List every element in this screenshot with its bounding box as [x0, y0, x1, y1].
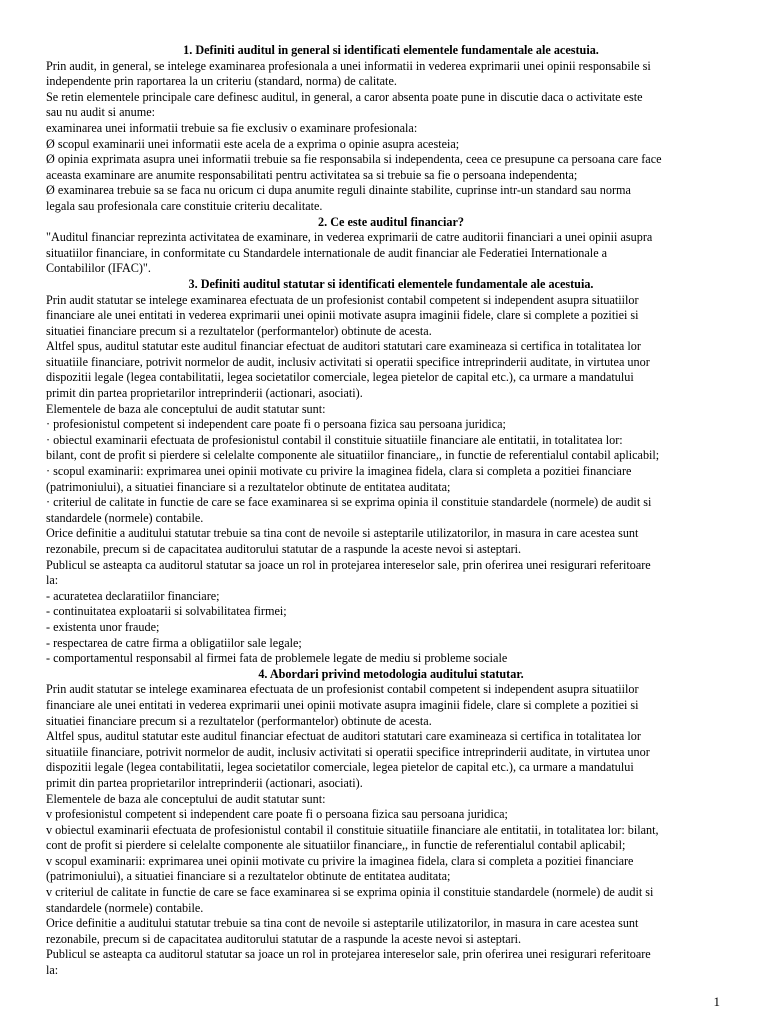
section-2-text — [46, 230, 736, 277]
text-line: Ø examinarea trebuie sa se faca nu oricum ci dupa anumite reguli dinainte stabilite, cuprinse intr-un standard sau norma — [46, 183, 631, 198]
text-line: · obiectul examinarii efectuata de profesionistul contabil il constituie situatiile financiare ale entitatii, in totalitatea lor: — [46, 432, 623, 447]
heading-1: 1. Definiti auditul in general si identificati elementele fundamentale ale acestuia. — [183, 43, 599, 57]
text-line: Prin audit statutar se intelege examinarea efectuata de un profesionist contabil competent si independent asupra situatiilor — [46, 682, 639, 697]
text-line: rezonabile, precum si de capacitatea auditorului statutar de a raspunde la aceste nevoi si asteptari. — [46, 542, 522, 556]
section-3-text — [46, 293, 736, 667]
text-line: Elementele de baza ale conceptului de audit statutar sunt: — [46, 791, 326, 806]
text-line: Ø scopul examinarii unei informatii este acela de a exprima o opinie asupra acesteia; — [46, 136, 460, 151]
section-1-text — [46, 59, 736, 215]
text-line: Publicul se asteapta ca auditorul statutar sa joace un rol in protejarea intereselor sale, prin oferirea unei resigurari referitoare — [46, 557, 651, 572]
text-line: dispozitii legale (legea contabilitatii, legea societatilor comerciale, legea pietelor de capital etc.), ca urmare a mandatului — [46, 370, 634, 385]
text-line: Ø opinia exprimata asupra unei informatii trebuie sa fie responsabila si independenta, ceea ce presupune ca persoana care face — [46, 152, 662, 167]
text-line: · profesionistul competent si independent care poate fi o persoana fizica sau persoana juridica; — [46, 417, 506, 432]
text-line: cont de profit si pierdere si celelalte componente ale situatiilor financiare,, in functie de referentialul contabil aplicabil; — [46, 838, 626, 853]
text-line: la: — [46, 573, 59, 588]
text-line: v scopul examinarii: exprimarea unei opinii motivate cu privire la imaginea fidela, clara si completa a pozitiei financiare — [46, 853, 634, 868]
text-line: Publicul se asteapta ca auditorul statutar sa joace un rol in protejarea intereselor sale, prin oferirea unei resigurari referitoare — [46, 947, 651, 962]
text-line: rezonabile, precum si de capacitatea auditorului statutar de a raspunde la aceste nevoi si asteptari. — [46, 931, 522, 946]
text-line: (patrimoniului), a situatiei financiare si a rezultatelor obtinute de entitatea auditata; — [46, 479, 451, 494]
text-line: Prin audit statutar se intelege examinarea efectuata de un profesionist contabil competent si independent asupra situatiilor — [46, 292, 639, 307]
text-line: primit din partea proprietarilor intreprinderii (actionari, asociati). — [46, 775, 363, 790]
text-line: Orice definitie a auditului statutar trebuie sa tina cont de nevoile si asteptarile utilizatorilor, in masura in care acestea sunt — [46, 916, 639, 931]
heading-3: 3. Definiti auditul statutar si identificati elementele fundamentale ale acestuia. — [188, 276, 594, 291]
text-line: sau nu audit si anume: — [46, 105, 155, 120]
page-number: 1 — [713, 994, 720, 1009]
text-line: standardele (normele) contabile. — [46, 900, 204, 915]
text-line: - comportamentul responsabil al firmei fata de problemele legate de mediu si probleme sociale — [46, 651, 508, 666]
text-line: aceasta examinare are anumite responsabilitati pentru activitatea sa si trebuie sa fie o persoana independenta; — [46, 167, 578, 182]
text-line: situatiile financiare, potrivit normelor de audit, inclusiv activitati si operatii specifice intreprinderii auditate, in virtutea unor — [46, 354, 650, 369]
text-line: situatiilor financiare, in conformitate cu Standardele internationale de audit financiar ale Federatiei Internationale a — [46, 245, 608, 260]
text-line: "Auditul financiar reprezinta activitatea de examinare, in vederea exprimarii de catre auditorii financiari a unei opinii asupra — [46, 230, 653, 245]
text-line: (patrimoniului), a situatiei financiare si a rezultatelor obtinute de entitatea auditata; — [46, 869, 451, 884]
text-line: independente prin raportarea la un criteriu (standard, norma) de calitate. — [46, 74, 397, 89]
text-line: v criteriul de calitate in functie de care se face examinarea si se exprima opinia il constituie standardele (normele) de audit si — [46, 885, 654, 900]
text-line: Altfel spus, auditul statutar este auditul financiar efectuat de auditori statutari care examineaza si certifica in totalitatea lor — [46, 729, 641, 744]
heading-4: 4. Abordari privind metodologia auditului statutar. — [258, 666, 524, 681]
text-line: financiare ale unei entitati in vederea exprimarii unei opinii motivate asupra imaginii fidele, clare si complete a pozitiei si — [46, 308, 639, 323]
text-line: examinarea unei informatii trebuie sa fie exclusiv o examinare profesionala: — [46, 120, 418, 135]
text-line: Se retin elementele principale care definesc auditul, in general, a caror absenta poate pune in discutie daca o activitate este — [46, 89, 643, 104]
text-line: primit din partea proprietarilor intreprinderii (actionari, asociati). — [46, 386, 363, 401]
text-line: financiare ale unei entitati in vederea exprimarii unei opinii motivate asupra imaginii fidele, clare si complete a pozitiei si — [46, 697, 639, 712]
text-line: · criteriul de calitate in functie de care se face examinarea si se exprima opinia il constituie standardele (normele) de audit si — [46, 495, 652, 510]
text-line: dispozitii legale (legea contabilitatii, legea societatilor comerciale, legea pietelor de capital etc.), ca urmare a mandatului — [46, 760, 634, 775]
text-line: Elementele de baza ale conceptului de audit statutar sunt: — [46, 401, 326, 416]
text-line: standardele (normele) contabile. — [46, 510, 204, 525]
text-line: - existenta unor fraude; — [46, 619, 160, 634]
text-line: Altfel spus, auditul statutar este auditul financiar efectuat de auditori statutari care examineaza si certifica in totalitatea lor — [46, 339, 641, 354]
heading-2: 2. Ce este auditul financiar? — [318, 214, 464, 229]
text-line: situatiile financiare, potrivit normelor de audit, inclusiv activitati si operatii specifice intreprinderii auditate, in virtutea unor — [46, 744, 650, 759]
text-line: situatiei financiare precum si a rezultatelor (performantelor) obtinute de acesta. — [46, 323, 432, 338]
text-line: - acuratetea declaratiilor financiare; — [46, 588, 220, 603]
text-line: v profesionistul competent si independent care poate fi o persoana fizica sau persoana juridica; — [46, 807, 508, 822]
text-line: - respectarea de catre firma a obligatiilor sale legale; — [46, 635, 302, 650]
text-line: Orice definitie a auditului statutar trebuie sa tina cont de nevoile si asteptarile utilizatorilor, in masura in care acestea sunt — [46, 526, 639, 541]
text-line: v obiectul examinarii efectuata de profesionistul contabil il constituie situatiile financiare ale entitatii, in totalitatea lor: bilant, — [46, 822, 659, 837]
text-line: situatiei financiare precum si a rezultatelor (performantelor) obtinute de acesta. — [46, 713, 432, 728]
text-line: - continuitatea exploatarii si solvabilitatea firmei; — [46, 604, 287, 619]
text-line: bilant, cont de profit si pierdere si celelalte componente ale situatiilor financiare,, in functie de referentialul contabil aplicabil; — [46, 448, 660, 463]
text-line: · scopul examinarii: exprimarea unei opinii motivate cu privire la imaginea fidela, clara si completa a pozitiei financiare — [46, 464, 632, 479]
section-4-text — [46, 682, 736, 978]
document-body — [46, 43, 736, 979]
text-line: legala sau profesionala care constituie criteriu decalitate. — [46, 198, 323, 213]
text-line: Contabililor (IFAC)". — [46, 261, 151, 276]
text-line: Prin audit, in general, se intelege examinarea profesionala a unei informatii in vederea exprimarii unei opinii responsabile si — [46, 58, 651, 73]
text-line: la: — [46, 963, 59, 978]
